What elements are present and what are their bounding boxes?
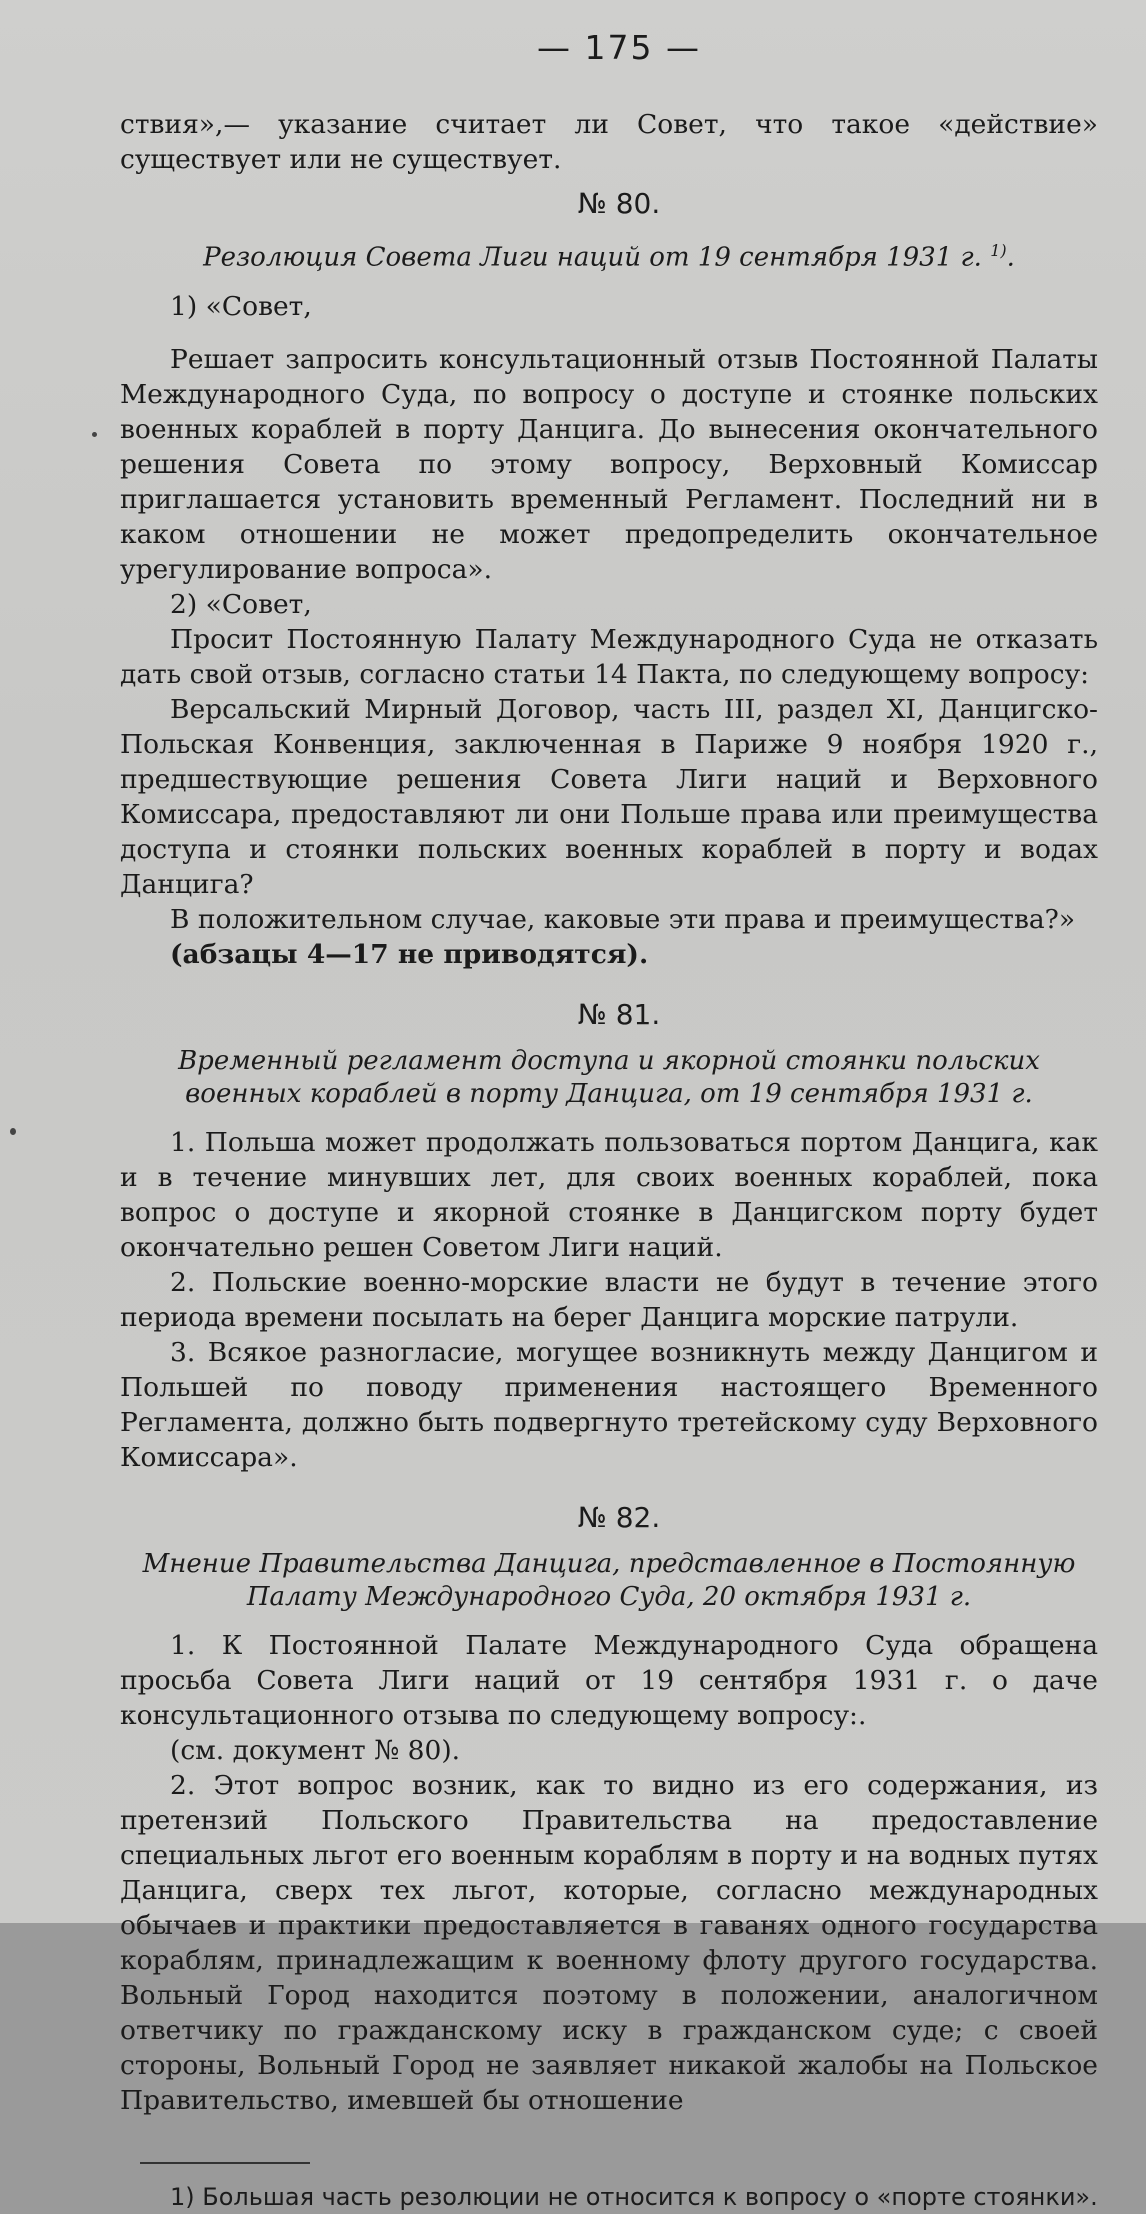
doc81-number: № 81. [577,997,661,1031]
doc80-title-end: . [1006,242,1015,273]
doc82-title: Мнение Правительства Данцига, представленное в Постоянную Палату Международного Суда, 20 октября 1931 г. [142,1548,1076,1612]
page-number: — 175 — [537,28,701,67]
doc80-title [120,234,1098,275]
doc80-title-text: Резолюция Совета Лиги наций от 19 сентября 1931 г. [203,242,982,273]
doc80-paragraph-1: 1) «Совет, [170,290,312,322]
doc80-footnote-ref: 1) [990,241,1007,260]
doc80-paragraph-5: Версальский Мирный Договор, часть III, раздел XI, Данцигско-Польская Конвенция, заключенная в Париже 9 ноября 1920 г., предшествующие решения Совета Лиги наций и Верховного Комиссара, предоставляют ли они Польше права или преимущества доступа и стоянки польских военных кораблей в порту и водах Данцига? [120,693,1098,900]
doc80-paragraph-2: Решает запросить консультационный отзыв Постоянной Палаты Международного Суда, по вопросу о доступе и стоянке польских военных кораблей в порту Данцига. До вынесения окончательного решения Совета по этому вопросу, Верховный Комиссар приглашается установить временный Регламент. Последний ни в каком отношении не может предопределить окончательное урегулирование вопроса». [120,343,1098,585]
doc81-paragraph-2: 2. Польские военно-морские власти не будут в течение этого периода времени посылать на берег Данцига морские патрули. [120,1266,1098,1333]
scan-speck [92,432,97,437]
doc80-paragraph-7: (абзацы 4—17 не приводятся). [170,938,649,970]
intro-paragraph: ствия»,— указание считает ли Совет, что такое «действие» существует или не существует. [120,109,1098,175]
doc81-paragraph-3: 3. Всякое разногласие, могущее возникнуть между Данцигом и Польшей по поводу применения настоящего Временного Регламента, должно быть подвергнуто третейскому суду Верховного Комиссара». [120,1336,1098,1473]
doc82-paragraph-3: 2. Этот вопрос возник, как то видно из его содержания, из претензий Польского Правительства на предоставление специальных льгот его военным кораблям в порту и на водных путях Данцига, сверх тех льгот, которые, согласно международных обычаев и практики предоставляется в гаванях одного государства кораблям, принадлежащим к военному флоту другого государства. Вольный Город находится поэтому в положении, аналогичном ответчику по гражданскому иску в гражданском суде; с своей стороны, Вольный Город не заявляет никакой жалобы на Польское Правительство, имевшей бы отношение [120,1769,1098,2116]
doc82-paragraph-2: (см. документ № 80). [170,1734,461,1766]
doc81-title: Временный регламент доступа и якорной стоянки польских военных кораблей в порту Данцига, от 19 сентября 1931 г. [178,1045,1040,1109]
scan-speck [10,1128,16,1135]
doc80-number: № 80. [577,187,661,220]
doc82-paragraph-1: 1. К Постоянной Палате Международного Суда обращена просьба Совета Лиги наций от 19 сентября 1931 г. о даче консультационного отзыва по следующему вопросу:. [120,1629,1098,1731]
footnote-divider [140,2162,310,2164]
footnote: 1) Большая часть резолюции не относится к вопросу о «порте стоянки». [170,2182,1098,2211]
doc80-paragraph-3: 2) «Совет, [170,588,312,620]
doc80-paragraph-6: В положительном случае, каковые эти права и преимущества?» [170,903,1076,935]
doc82-number: № 82. [577,1500,661,1534]
doc80-paragraph-4: Просит Постоянную Палату Международного Суда не отказать дать свой отзыв, согласно статьи 14 Пакта, по следующему вопросу: [120,623,1098,690]
doc81-paragraph-1: 1. Польша может продолжать пользоваться портом Данцига, как и в течение минувших лет, для своих военных кораблей, пока вопрос о доступе и якорной стоянке в Данцигском порту будет окончательно решен Советом Лиги наций. [120,1126,1098,1263]
